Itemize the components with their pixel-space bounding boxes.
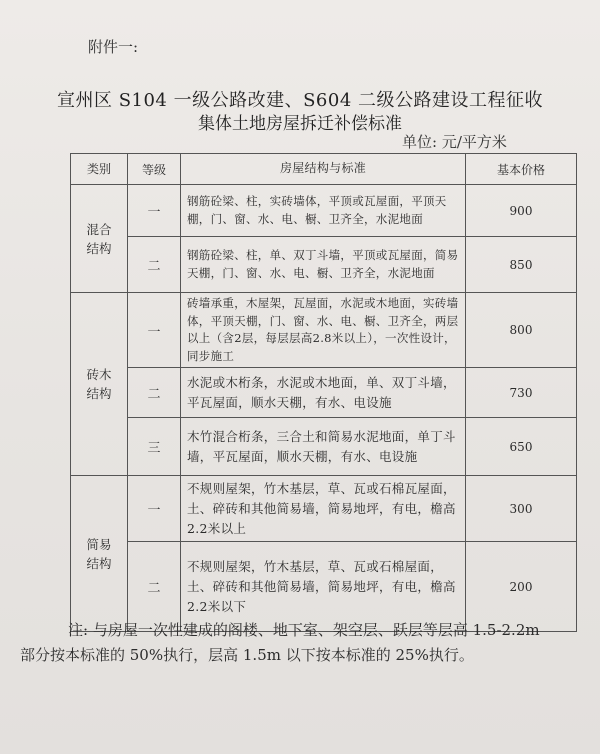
header-category: 类别 xyxy=(71,154,128,185)
price-cell: 300 xyxy=(466,476,577,542)
header-grade: 等级 xyxy=(128,154,181,185)
table-row xyxy=(71,418,577,476)
compensation-table xyxy=(70,153,577,632)
structure-cell: 钢筋砼梁、柱，单、双丁斗墙，平顶或瓦屋面，简易天棚，门、窗、水、电、橱、卫齐全，水泥地面 xyxy=(181,237,466,293)
table-header-row xyxy=(71,154,577,185)
footnote-line-2: 部分按本标准的 50%执行，层高 1.5m 以下按本标准的 25%执行。 xyxy=(20,646,474,664)
document-title: 宣州区 S104 一级公路改建、S604 二级公路建设工程征收 xyxy=(56,90,544,111)
document-subtitle: 集体土地房屋拆迁补偿标准 xyxy=(198,114,402,134)
price-cell: 200 xyxy=(466,542,577,632)
category-cell: 砖木 结构 xyxy=(71,293,128,476)
structure-cell: 不规则屋架，竹木基层，草、瓦或石棉屋面，土、碎砖和其他简易墙，简易地坪，有电，檐高2.2米以下 xyxy=(181,542,466,632)
grade-cell: 一 xyxy=(128,185,181,237)
table-row xyxy=(71,542,577,632)
table-row xyxy=(71,476,577,542)
price-cell: 900 xyxy=(466,185,577,237)
grade-cell: 一 xyxy=(128,293,181,368)
price-cell: 800 xyxy=(466,293,577,368)
unit-label: 单位: 元/平方米 xyxy=(402,133,507,151)
grade-cell: 一 xyxy=(128,476,181,542)
price-cell: 650 xyxy=(466,418,577,476)
grade-cell: 二 xyxy=(128,542,181,632)
table-row xyxy=(71,368,577,418)
structure-cell: 水泥或木桁条，水泥或木地面，单、双丁斗墙，平瓦屋面，顺水天棚，有水、电设施 xyxy=(181,368,466,418)
attachment-label: 附件一: xyxy=(88,38,139,56)
category-cell: 简易 结构 xyxy=(71,476,128,632)
structure-cell: 砖墙承重，木屋架，瓦屋面，水泥或木地面，实砖墙体，平顶天棚，门、窗、水、电、橱、卫齐全，两层以上（含2层，每层层高2.8米以上），一次性设计，同步施工 xyxy=(181,293,466,368)
header-structure: 房屋结构与标准 xyxy=(181,154,466,185)
footnote-line-1: 注: 与房屋一次性建成的阁楼、地下室、架空层、跃层等层高 1.5-2.2m xyxy=(68,621,540,639)
header-price: 基本价格 xyxy=(466,154,577,185)
table-row xyxy=(71,237,577,293)
price-cell: 850 xyxy=(466,237,577,293)
grade-cell: 三 xyxy=(128,418,181,476)
grade-cell: 二 xyxy=(128,237,181,293)
table-row xyxy=(71,185,577,237)
structure-cell: 钢筋砼梁、柱，实砖墙体，平顶或瓦屋面，平顶天棚，门、窗、水、电、橱、卫齐全，水泥地面 xyxy=(181,185,466,237)
structure-cell: 木竹混合桁条，三合土和简易水泥地面，单丁斗墙，平瓦屋面，顺水天棚，有水、电设施 xyxy=(181,418,466,476)
category-cell: 混合 结构 xyxy=(71,185,128,293)
price-cell: 730 xyxy=(466,368,577,418)
grade-cell: 二 xyxy=(128,368,181,418)
structure-cell: 不规则屋架，竹木基层，草、瓦或石棉瓦屋面，土、碎砖和其他简易墙，简易地坪，有电，檐高2.2米以上 xyxy=(181,476,466,542)
table-row xyxy=(71,293,577,368)
